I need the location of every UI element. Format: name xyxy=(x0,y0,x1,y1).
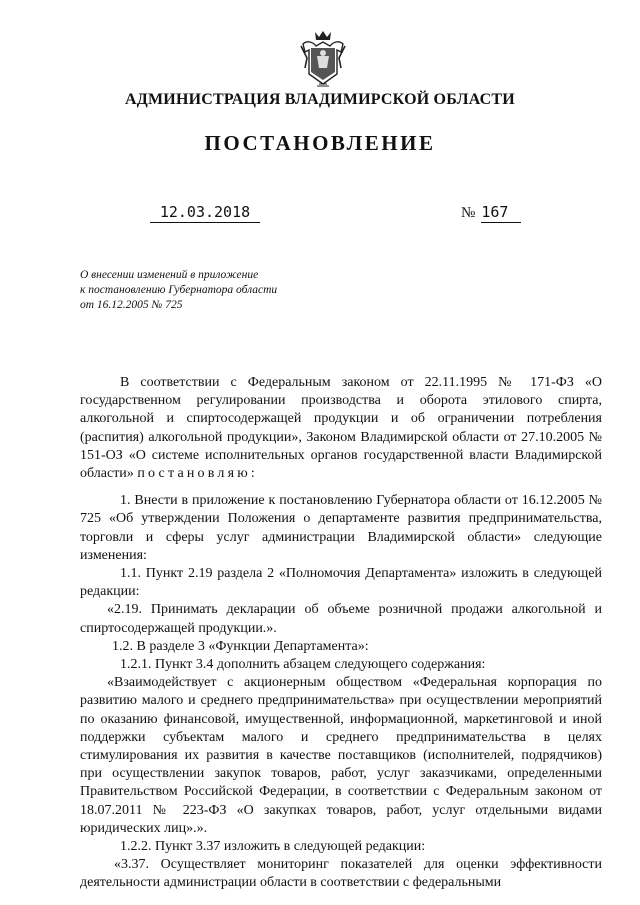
subject-line: к постановлению Губернатора области xyxy=(80,284,278,296)
body-paragraph: «2.19. Принимать декларации об объеме розничной продажи алкогольной и спиртосодержащей продукции.». xyxy=(80,602,602,636)
document-body xyxy=(80,374,602,893)
body-paragraph: «Взаимодействует с акционерным обществом «Федеральная корпорация по развитию малого и среднего предпринимательства» при осуществлении мероприятий по оказанию финансовой, имущественной, информационной, маркетинговой и иной поддержки субъектам малого и среднего предпринимательства в целях стимулирования их развития в качестве поставщиков (исполнителей, подрядчиков) при осуществлении закупок товаров, работ, услуг заказчиками, определенными Правительством Российской Федерации, в соответствии с Федеральным законом от 18.07.2011 № 223-ФЗ «О закупках товаров, работ, услуг отдельными видами юридических лиц».». xyxy=(80,675,602,836)
body-paragraph: 1.2. В разделе 3 «Функции Департамента»: xyxy=(112,638,369,654)
body-paragraph: 1.1. Пункт 2.19 раздела 2 «Полномочия Департамента» изложить в следующей редакции: xyxy=(80,566,602,600)
number-label: № xyxy=(461,205,476,221)
coat-of-arms-icon xyxy=(297,28,349,88)
number-value: 167 xyxy=(481,203,521,223)
document-date: 12.03.2018 xyxy=(150,203,260,223)
decree-word: постановляю: xyxy=(137,466,258,482)
document-number xyxy=(461,203,521,223)
subject-line: от 16.12.2005 № 725 xyxy=(80,299,183,311)
body-paragraph: «3.37. Осуществляет мониторинг показателей для оценки эффективности деятельности администрации области в соответствии с федеральными xyxy=(80,857,602,891)
subject-line: О внесении изменений в приложение xyxy=(80,269,259,281)
body-paragraph: 1.2.1. Пункт 3.4 дополнить абзацем следующего содержания: xyxy=(120,657,486,673)
preamble-paragraph xyxy=(80,374,602,483)
document-subject xyxy=(80,268,380,313)
body-paragraph: 1. Внести в приложение к постановлению Губернатора области от 16.12.2005 № 725 «Об утверждении Положения о департаменте развития предпринимательства, торговли и сферы услуг администрации Владимирской области» следующие изменения: xyxy=(80,493,602,563)
organization-title: АДМИНИСТРАЦИЯ ВЛАДИМИРСКОЙ ОБЛАСТИ xyxy=(125,91,515,108)
body-paragraph: 1.2.2. Пункт 3.37 изложить в следующей редакции: xyxy=(120,839,426,855)
preamble-text: В соответствии с Федеральным законом от 22.11.1995 № 171-ФЗ «О государственном регулировании производства и оборота этилового спирта, алкогольной и спиртосодержащей продукции и об ограничении потребления (распития) алкогольной продукции», Законом Владимирской области от 27.10.2005 № 151-ОЗ «О системе исполнительных органов государственной власти Владимирской области» xyxy=(80,375,602,482)
document-type-title: ПОСТАНОВЛЕНИЕ xyxy=(204,131,436,155)
